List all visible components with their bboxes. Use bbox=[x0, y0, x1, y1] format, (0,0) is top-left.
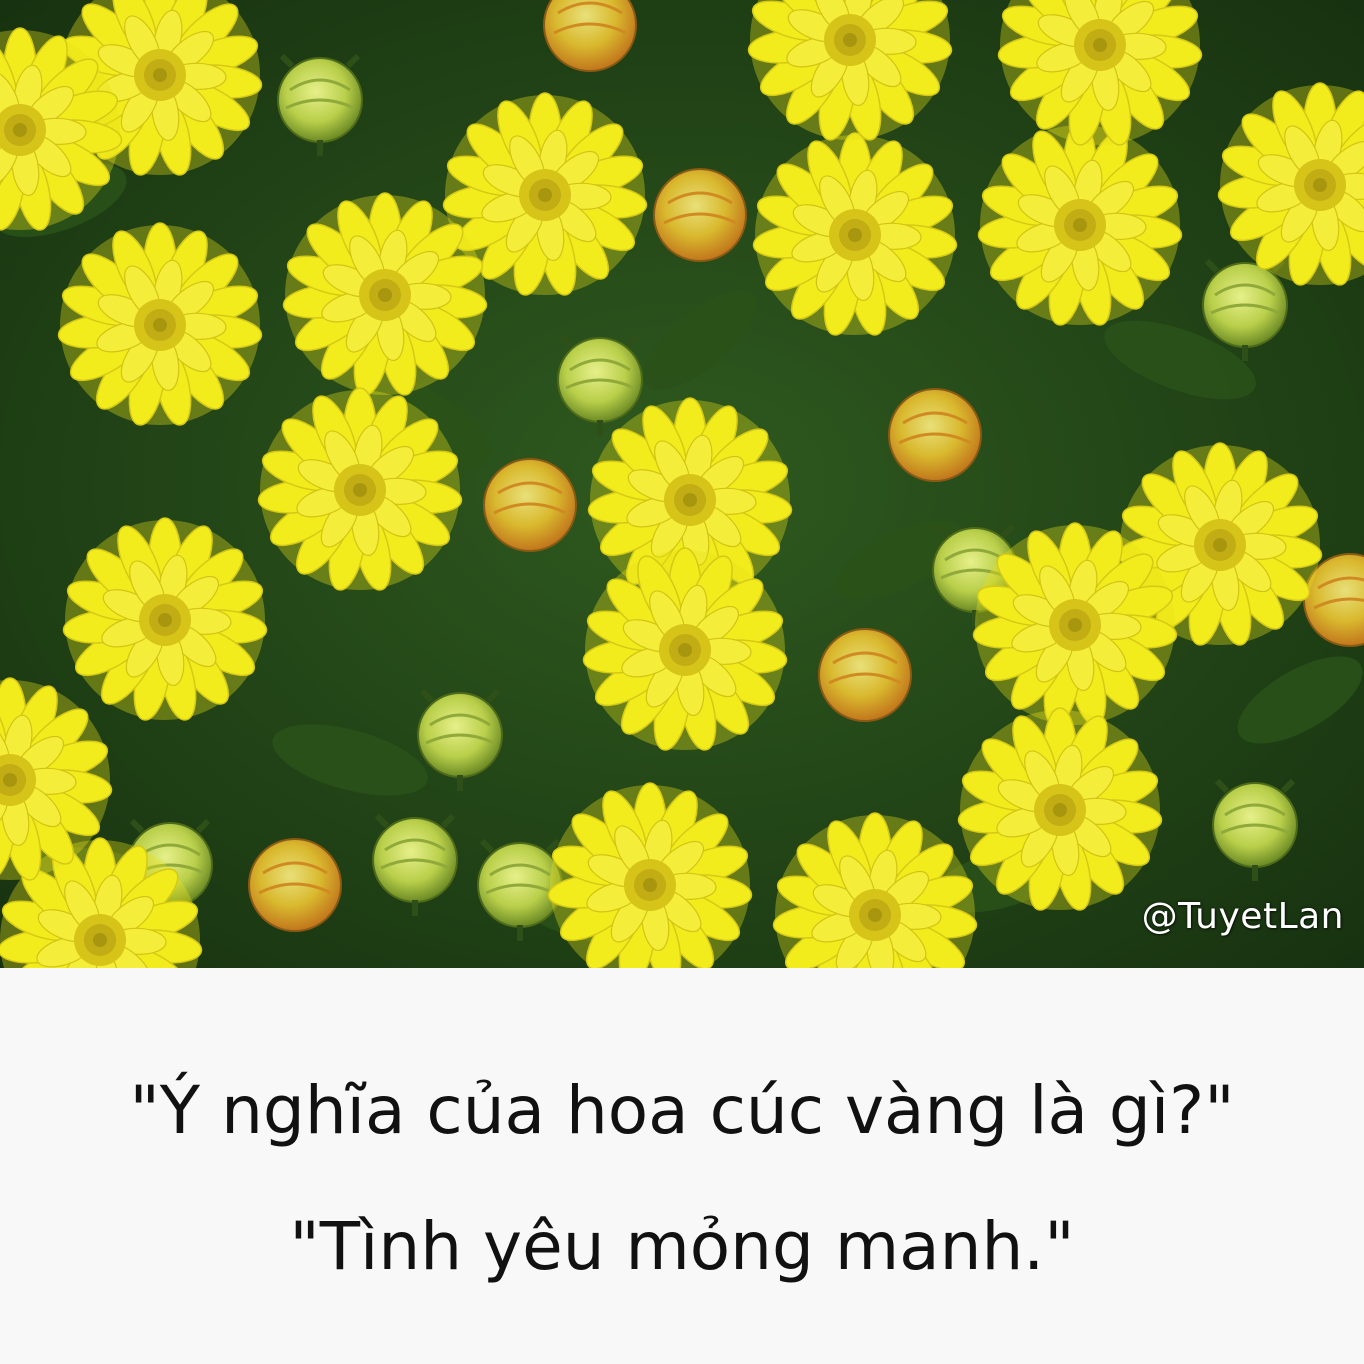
caption-answer: "Tình yêu mỏng manh." bbox=[289, 1208, 1075, 1285]
caption-panel bbox=[0, 968, 1364, 1364]
caption-question: "Ý nghĩa của hoa cúc vàng là gì?" bbox=[129, 1072, 1235, 1149]
watermark-text: @TuyetLan bbox=[1141, 896, 1344, 937]
